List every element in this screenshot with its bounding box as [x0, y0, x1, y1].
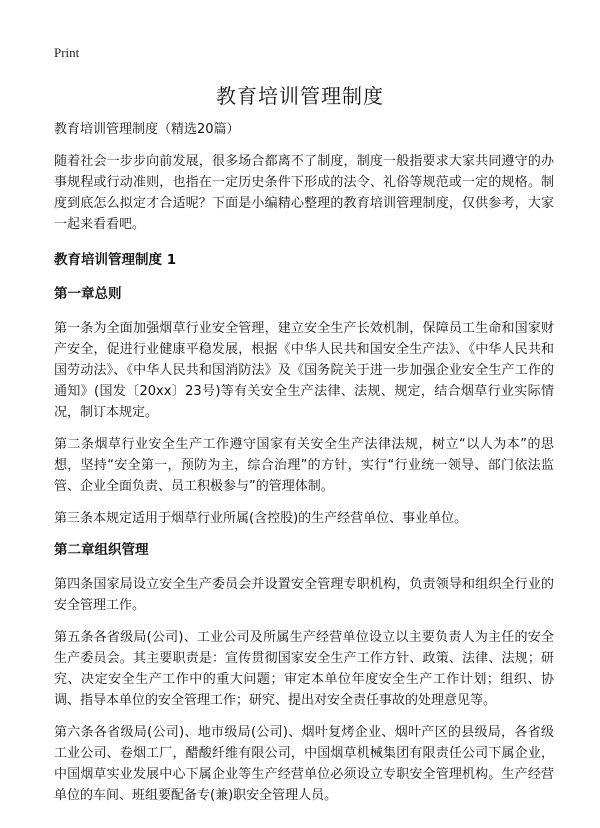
section-heading: 教育培训管理制度 1 [54, 252, 177, 268]
article-1: 第一条为全面加强烟草行业安全管理，建立安全生产长效机制，保障员工生命和国家财产安全，促进行业健康平稳发展，根据《中华人民共和国安全生产法》、《中华人民共和国劳动法》、《中华人民共和国消防法》及《国务院关于进一步加强企业安全生产工作的通知》(国发〔20xx〕23号)等有关安全生产法律、法规、规定，结合烟草行业实际情况，制订本规定。 [54, 321, 554, 420]
article-5: 第五条各省级局(公司)、工业公司及所属生产经营单位设立以主要负责人为主任的安全生产委员会。其主要职责是：宣传贯彻国家安全生产工作方针、政策、法律、法规；研究、决定安全生产工作中的重大问题；审定本单位年度安全生产工作计划；组织、协调、指导本单位的安全管理工作；研究、提出对安全责任事故的处理意见等。 [54, 630, 554, 708]
article-6: 第六条各省级局(公司)、地市级局(公司)、烟叶复烤企业、烟叶产区的县级局，各省级工业公司、卷烟工厂，醋酸纤维有限公司，中国烟草机械集团有限责任公司下属企业，中国烟草实业发展中心下属企业等生产经营单位必须设立专职安全管理机构。生产经营单位的车间、班组要配备专(兼)职安全管理人员。 [54, 725, 554, 803]
intro-paragraph: 随着社会一步步向前发展，很多场合都离不了制度，制度一般指要求大家共同遵守的办事规程或行动准则，也指在一定历史条件下形成的法令、礼俗等规范或一定的规格。制度到底怎么拟定才合适呢？下面是小编精心整理的教育培训管理制度，仅供参考，大家一起来看看吧。 [54, 154, 554, 232]
article-2: 第二条烟草行业安全生产工作遵守国家有关安全生产法律法规，树立“以人为本”的思想，坚持“安全第一，预防为主，综合治理”的方针，实行“行业统一领导、部门依法监管、企业全面负责、员工积极参与”的管理体制。 [54, 437, 554, 494]
article-3: 第三条本规定适用于烟草行业所属(含控股)的生产经营单位、事业单位。 [54, 511, 468, 526]
chapter-2-title: 第二章组织管理 [54, 542, 149, 558]
print-label[interactable]: Print [54, 45, 80, 60]
document-body [54, 120, 554, 817]
page-title: 教育培训管理制度 [216, 84, 384, 108]
chapter-1-title: 第一章总则 [54, 286, 122, 302]
document-subtitle: 教育培训管理制度（精选20篇） [54, 122, 240, 137]
article-4: 第四条国家局设立安全生产委员会并设置安全管理专职机构，负责领导和组织全行业的安全管理工作。 [54, 577, 554, 613]
